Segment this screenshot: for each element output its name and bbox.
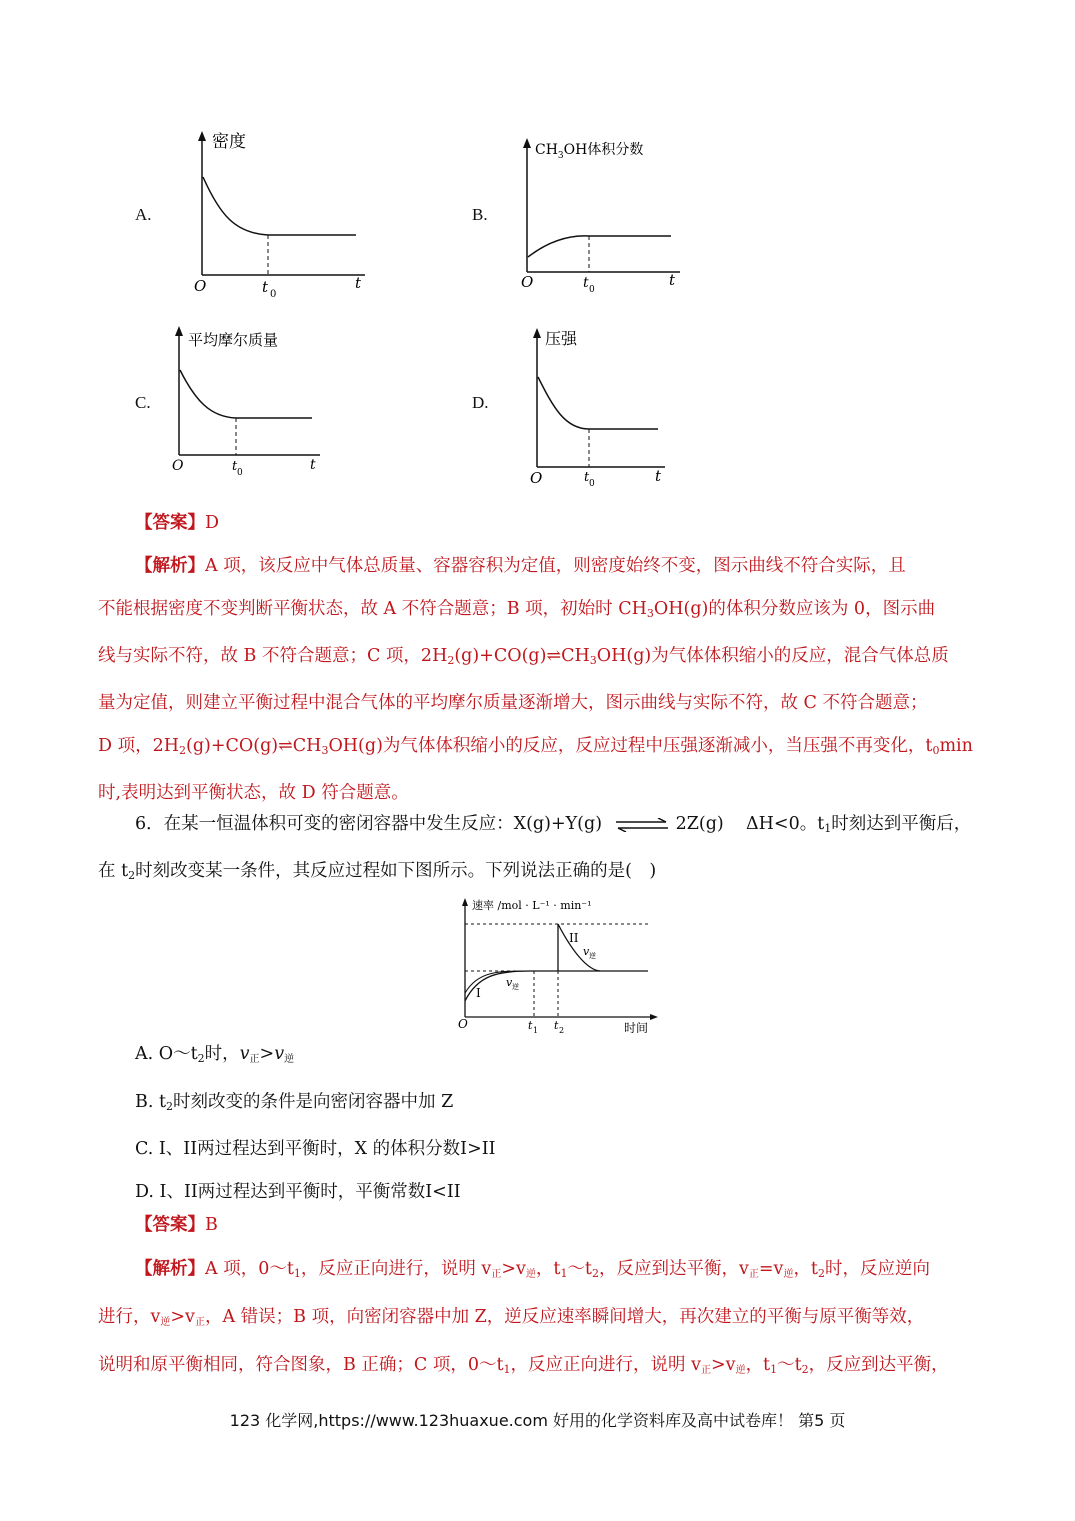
- chart-a-t0: t: [262, 278, 269, 296]
- svg-text:O: O: [521, 273, 534, 291]
- chart-c-ylabel: 平均摩尔质量: [188, 331, 279, 349]
- svg-text:v: v: [583, 945, 590, 958]
- svg-text:v: v: [506, 976, 513, 989]
- chart-c-molar-mass: [160, 320, 340, 480]
- svg-text:时间: 时间: [624, 1021, 649, 1033]
- chart-a-origin: O: [194, 277, 207, 295]
- analysis-2: 【解析】A 项，$0\sim t_1$，反应正向进行，说明 v正>v逆，$t_1\sim t_2$，反应到达平衡，v正=v逆，$t_2$时，反应逆向 进行，v逆>v正，A 错误；B 项，向密闭容器中加 Z，逆反应速率瞬间增大，再次建立的平衡与原平衡等效， 说明和原平衡相同，符合图象，B 正确；C 项，$0\sim t_1$，反应正向进行，说明 v正>v逆，$t_1\sim t_2$，反应到达平衡，: [98, 1259, 949, 1376]
- svg-text:t: t: [669, 271, 676, 289]
- svg-text:t: t: [583, 275, 589, 291]
- svg-text:2: 2: [559, 1026, 565, 1033]
- answer-1: 【答案】D: [135, 513, 220, 533]
- option-d-letter: D.: [472, 393, 489, 412]
- svg-text:t: t: [554, 1019, 559, 1032]
- svg-text:t: t: [584, 470, 590, 485]
- q6-option-c: C. I、II两过程达到平衡时，X 的体积分数I>II: [135, 1139, 496, 1159]
- rate-chart-ylabel: 速率 /mol · L⁻¹ · min⁻¹: [472, 899, 592, 912]
- q6-option-d: D. I、II两过程达到平衡时，平衡常数I<II: [135, 1182, 461, 1202]
- chart-b-ylabel: $CH_3OH$体积分数: [535, 142, 644, 161]
- page-footer: 123 化学网,https://www.123huaxue.com 好用的化学资料库及高中试卷库！ 第5 页: [229, 1411, 846, 1430]
- svg-text:O: O: [530, 469, 543, 487]
- svg-text:1: 1: [533, 1026, 539, 1033]
- equilibrium-arrow-icon: [614, 818, 670, 832]
- chart-d-pressure: [515, 322, 675, 492]
- svg-text:0: 0: [237, 468, 243, 478]
- svg-text:t: t: [655, 467, 662, 485]
- svg-text:逆: 逆: [512, 983, 519, 991]
- label-process-i: I: [476, 986, 481, 1000]
- question-6: 6．在某一恒温体积可变的密闭容器中发生反应：X(g)+Y(g) 2Z(g) ΔH<0。$t_1$时刻达到平衡后， 在 $t_2$时刻改变某一条件，其反应过程如下图所示。下列说法正确的是( ): [98, 814, 972, 882]
- answer-2: 【答案】B: [135, 1215, 218, 1235]
- svg-text:逆: 逆: [589, 952, 596, 960]
- q6-option-b: B. $t_2$时刻改变的条件是向密闭容器中加 Z: [135, 1092, 454, 1113]
- svg-text:0: 0: [589, 479, 595, 489]
- option-c-letter: C.: [135, 393, 151, 412]
- option-a-letter: A.: [135, 205, 152, 224]
- svg-text:t: t: [528, 1019, 533, 1032]
- chart-a-ylabel: 密度: [212, 132, 246, 152]
- chart-b-ch3oh: [505, 132, 705, 297]
- chart-d-ylabel: 压强: [545, 329, 578, 348]
- rate-time-chart: [448, 893, 668, 1033]
- svg-text:t: t: [310, 457, 316, 473]
- svg-text:0: 0: [270, 289, 277, 300]
- svg-text:0: 0: [589, 285, 595, 295]
- option-b-letter: B.: [472, 205, 488, 224]
- label-process-ii: II: [569, 931, 579, 945]
- svg-text:t: t: [232, 459, 238, 474]
- analysis-1: 【解析】A 项，该反应中气体总质量、容器容积为定值，则密度始终不变，图示曲线不符合实际，且 不能根据密度不变判断平衡状态，故 A 不符合题意；B 项，初始时 $CH_3OH(g)$的体积分数应该为 0，图示曲 线与实际不符，故 B 不符合题意；C 项，$2H_2(g)+CO(g)\rightleftharpoons CH_3OH(g)$为气体体积缩小的反应，混合气体总质 量为定值，则建立平衡过程中混合气体的平均摩尔质量逐渐增大，图示曲线与实际不符，故 C 不符合题意； D 项，$2H_2(g)+CO(g)\rightleftharpoons CH_3OH(g)$为气体体积缩小的反应，反应过程中压强逐渐减小，当压强不再变化，$t_0\min$ 时,表明达到平衡状态，故 D 符合题意。: [98, 556, 973, 803]
- svg-text:O: O: [172, 458, 184, 474]
- q6-option-a: A. $O\sim t_2$时，v正>v逆: [135, 1044, 295, 1065]
- q6-options: [135, 1033, 1025, 1214]
- chart-a-density: [180, 125, 380, 300]
- chart-a-xlabel: t: [355, 274, 362, 292]
- svg-text:O: O: [458, 1017, 468, 1031]
